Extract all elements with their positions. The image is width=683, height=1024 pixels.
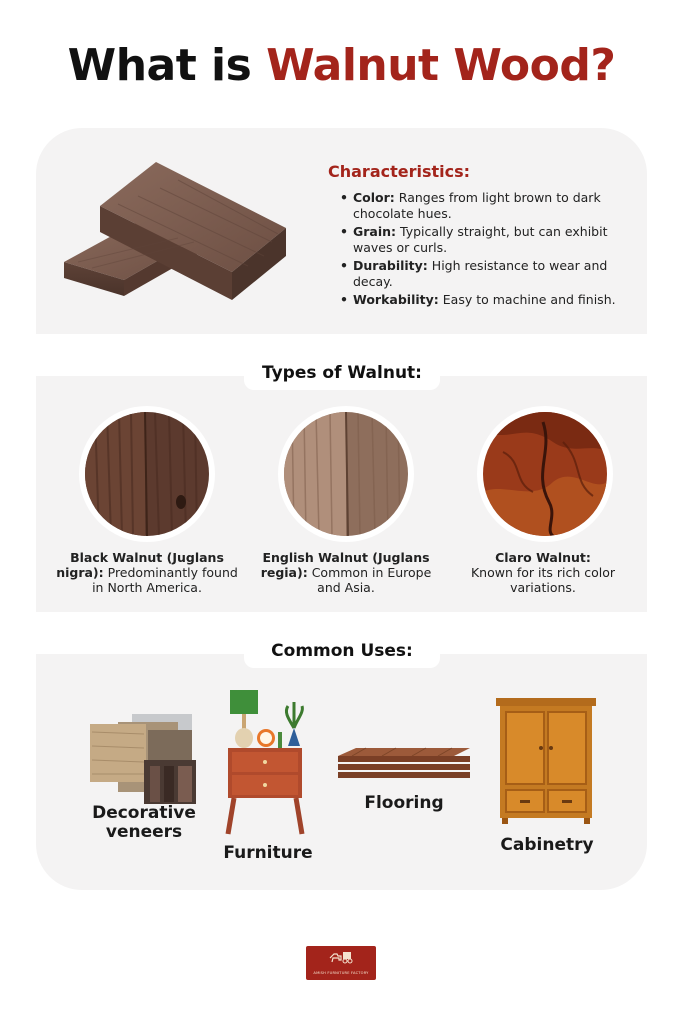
page-title bbox=[0, 40, 683, 91]
characteristic-text: Ranges from light brown to dark chocolate hues. bbox=[353, 190, 601, 221]
characteristic-text: High resistance to wear and decay. bbox=[353, 258, 608, 289]
walnut-blocks-image bbox=[58, 158, 308, 308]
type-text: Common in Europe and Asia. bbox=[311, 565, 432, 595]
english-walnut-swatch bbox=[278, 406, 414, 542]
veneer-samples-icon bbox=[88, 712, 200, 808]
wardrobe-icon bbox=[496, 698, 596, 824]
claro-walnut-swatch bbox=[477, 406, 613, 542]
characteristics-heading: Characteristics: bbox=[328, 162, 471, 181]
horse-buggy-icon bbox=[328, 950, 354, 964]
type-text: Predominantly found in North America. bbox=[92, 565, 238, 595]
characteristic-term: Durability: bbox=[353, 258, 428, 273]
types-heading: Types of Walnut: bbox=[244, 356, 440, 390]
characteristic-term: Workability: bbox=[353, 292, 439, 307]
use-label-cabinetry: Cabinetry bbox=[500, 835, 594, 855]
black-walnut-swatch bbox=[79, 406, 215, 542]
characteristic-text: Easy to machine and finish. bbox=[442, 292, 616, 307]
english-walnut-description bbox=[251, 550, 441, 595]
claro-walnut-description bbox=[448, 550, 638, 595]
brand-logo[interactable] bbox=[306, 946, 376, 980]
use-label-decorative-veneers: Decorative veneers bbox=[92, 803, 196, 842]
uses-heading: Common Uses: bbox=[244, 634, 440, 668]
characteristic-term: Grain: bbox=[353, 224, 397, 239]
list-item bbox=[340, 224, 630, 256]
list-item bbox=[340, 258, 630, 290]
type-name: English Walnut (Juglans regia): bbox=[260, 550, 430, 580]
list-item bbox=[340, 190, 630, 222]
title-prefix: What is bbox=[67, 40, 252, 91]
use-label-furniture: Furniture bbox=[223, 843, 313, 863]
use-label-flooring: Flooring bbox=[364, 793, 444, 813]
type-name: Black Walnut (Juglans nigra): bbox=[56, 550, 224, 580]
characteristic-text: Typically straight, but can exhibit waves or curls. bbox=[353, 224, 608, 255]
type-name: Claro Walnut: bbox=[495, 550, 591, 565]
type-text: Known for its rich color variations. bbox=[470, 565, 616, 595]
black-walnut-description bbox=[52, 550, 242, 595]
title-highlight: Walnut Wood? bbox=[266, 40, 616, 91]
characteristics-list bbox=[340, 190, 630, 310]
nightstand-icon bbox=[222, 688, 308, 836]
list-item bbox=[340, 292, 630, 308]
characteristic-term: Color: bbox=[353, 190, 395, 205]
floor-planks-icon bbox=[336, 738, 472, 780]
logo-text: AMISH FURNITURE FACTORY bbox=[313, 971, 369, 975]
